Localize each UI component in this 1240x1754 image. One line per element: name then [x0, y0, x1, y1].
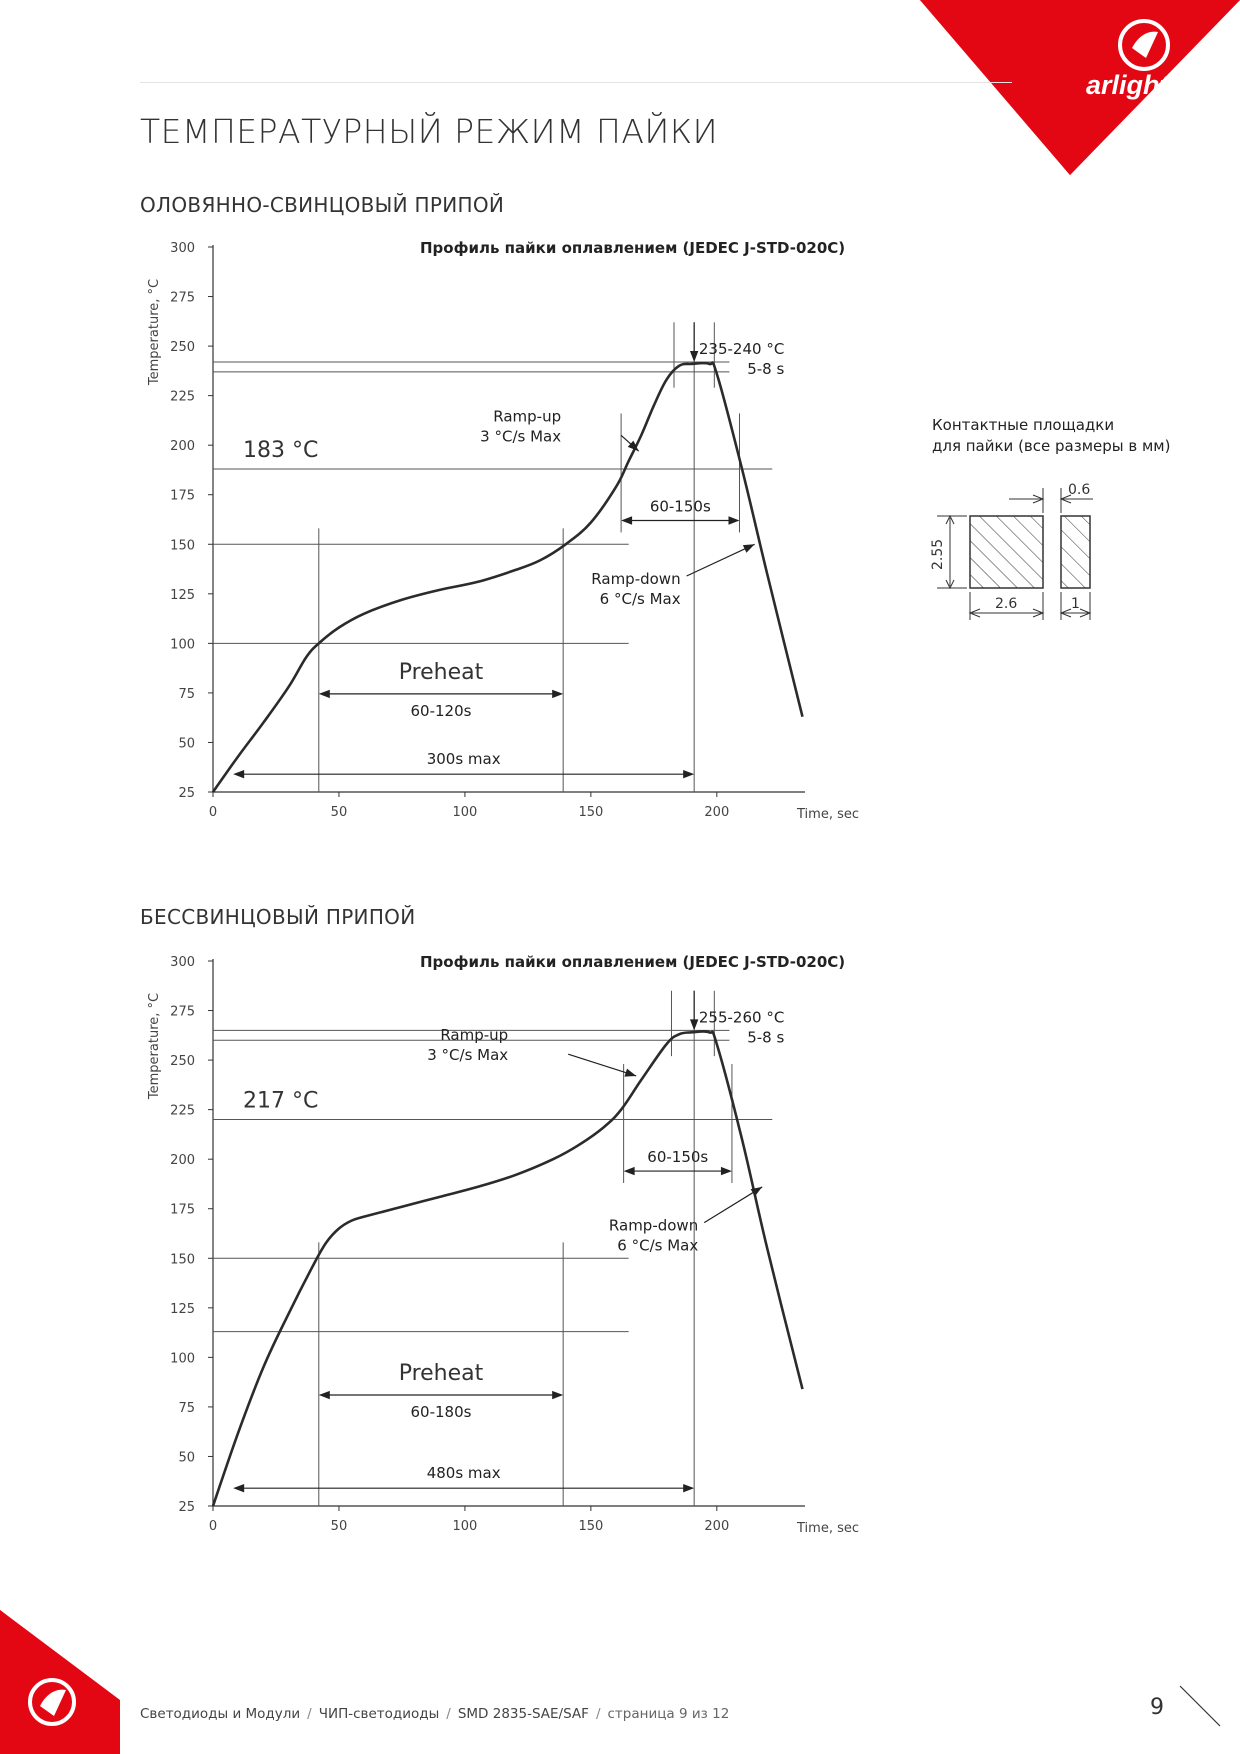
peak-temp-label: 255-260 °C	[698, 1008, 785, 1027]
rampup-rate-label: 3 °C/s Max	[427, 1046, 509, 1065]
reflow-chart-leadfree	[130, 946, 870, 1566]
pads-title-line1: Контактные площадки	[932, 416, 1115, 434]
y-tick-label: 275	[170, 290, 195, 306]
y-tick-label: 100	[170, 637, 195, 653]
x-tick-label: 100	[452, 1519, 478, 1534]
page-info: страница 9 из 12	[607, 1706, 730, 1722]
breadcrumb-separator: /	[595, 1706, 601, 1722]
pads-title-line2: для пайки (все размеры в мм)	[932, 437, 1171, 455]
footer-breadcrumb	[140, 1706, 729, 1722]
section-title-leaded: ОЛОВЯННО-СВИНЦОВЫЙ ПРИПОЙ	[140, 193, 505, 217]
y-tick-label: 125	[170, 1301, 195, 1317]
rampdown-label: Ramp-down	[591, 569, 681, 588]
top-rule	[140, 82, 1012, 83]
peak-arrow-head	[690, 351, 698, 362]
rampup-label: Ramp-up	[440, 1026, 509, 1045]
solder-pads-drawing	[905, 408, 1205, 648]
page-number: 9	[1150, 1695, 1164, 1720]
tal-label: 60-150s	[649, 497, 711, 516]
breadcrumb-item[interactable]: ЧИП-светодиоды	[318, 1706, 440, 1722]
pad-dim-height: 2.55	[930, 538, 946, 570]
y-tick-label: 200	[170, 1153, 195, 1169]
rampdown-rate-label: 6 °C/s Max	[617, 1236, 699, 1255]
x-tick-label: 150	[578, 1519, 604, 1534]
total-time-arrow-head	[233, 1484, 244, 1492]
pad-dim-width-large: 2.6	[995, 596, 1018, 612]
y-tick-label: 100	[170, 1351, 195, 1367]
page-title: ТЕМПЕРАТУРНЫЙ РЕЖИМ ПАЙКИ	[140, 112, 718, 151]
rampdown-arrow	[687, 544, 755, 576]
pad-small	[1061, 516, 1090, 588]
rampdown-arrow-head	[743, 544, 755, 552]
rampdown-rate-label: 6 °C/s Max	[599, 589, 681, 608]
y-tick-label: 250	[170, 340, 195, 356]
pad-dim-width-small: 1	[1071, 596, 1080, 612]
x-tick-label: 0	[208, 805, 218, 820]
x-tick-label: 100	[452, 805, 478, 820]
y-tick-label: 125	[170, 587, 195, 603]
y-tick-label: 225	[170, 389, 195, 405]
y-axis-label: Temperature, °C	[147, 992, 162, 1100]
y-tick-label: 200	[170, 439, 195, 455]
y-tick-label: 25	[178, 1500, 195, 1515]
y-tick-label: 50	[178, 1450, 195, 1466]
x-axis-label: Time, sec	[797, 1521, 859, 1536]
liquidus-label: 183 °C	[243, 437, 319, 463]
x-tick-label: 200	[704, 805, 730, 820]
x-tick-label: 50	[330, 805, 348, 820]
preheat-time-label: 60-180s	[410, 1403, 472, 1422]
peak-time-label: 5-8 s	[747, 360, 785, 379]
y-tick-label: 25	[178, 786, 195, 801]
preheat-time-arrow-head	[552, 690, 563, 698]
preheat-label: Preheat	[398, 659, 484, 685]
breadcrumb-separator: /	[307, 1706, 312, 1722]
breadcrumb-separator: /	[446, 1706, 451, 1722]
chart-title: Профиль пайки оплавлением (JEDEC J-STD-020C)	[420, 239, 846, 257]
x-tick-label: 0	[208, 1519, 218, 1534]
y-tick-label: 250	[170, 1054, 195, 1070]
y-tick-label: 225	[170, 1103, 195, 1119]
peak-temp-label: 235-240 °C	[698, 340, 785, 359]
y-tick-label: 300	[170, 955, 195, 970]
y-tick-label: 75	[178, 1400, 195, 1416]
y-tick-label: 150	[170, 1252, 195, 1268]
pad-dim-gap: 0.6	[1068, 482, 1091, 498]
rampup-rate-label: 3 °C/s Max	[480, 427, 562, 446]
tal-time-arrow-head	[721, 1167, 732, 1175]
chart-title: Профиль пайки оплавлением (JEDEC J-STD-020C)	[420, 953, 846, 971]
x-tick-label: 200	[704, 1519, 730, 1534]
preheat-time-arrow-head	[319, 1391, 330, 1399]
peak-time-label: 5-8 s	[747, 1028, 785, 1047]
preheat-time-arrow-head	[552, 1391, 563, 1399]
tal-time-arrow-head	[624, 1167, 635, 1175]
y-tick-label: 175	[170, 1202, 195, 1218]
x-tick-label: 150	[578, 805, 604, 820]
y-tick-label: 150	[170, 538, 195, 554]
total-time-arrow-head	[683, 1484, 694, 1492]
y-tick-label: 175	[170, 488, 195, 504]
rampup-label: Ramp-up	[493, 407, 562, 426]
preheat-time-arrow-head	[319, 690, 330, 698]
total-time-arrow-head	[683, 770, 694, 778]
tal-time-arrow-head	[621, 516, 632, 524]
total-time-arrow-head	[233, 770, 244, 778]
breadcrumb-item[interactable]: SMD 2835-SAE/SAF	[457, 1706, 589, 1722]
x-tick-label: 50	[330, 1519, 348, 1534]
y-tick-label: 75	[178, 686, 195, 702]
y-tick-label: 50	[178, 736, 195, 752]
rampdown-label: Ramp-down	[608, 1216, 699, 1235]
preheat-time-label: 60-120s	[410, 701, 472, 720]
y-tick-label: 275	[170, 1004, 195, 1020]
pad-large	[970, 516, 1043, 588]
reflow-chart-leaded	[130, 232, 870, 852]
total-time-label: 480s max	[426, 1464, 501, 1483]
x-axis-label: Time, sec	[797, 807, 859, 822]
y-axis-label: Temperature, °C	[147, 278, 162, 386]
rampup-arrow-head	[624, 1069, 636, 1077]
total-time-label: 300s max	[426, 750, 501, 769]
peak-arrow-head	[690, 1019, 698, 1030]
brand-corner-bottom	[0, 1610, 120, 1754]
preheat-label: Preheat	[398, 1361, 484, 1387]
tal-time-arrow-head	[729, 516, 740, 524]
breadcrumb-item[interactable]: Светодиоды и Модули	[140, 1706, 301, 1722]
tal-label: 60-150s	[647, 1148, 709, 1167]
section-title-leadfree: БЕССВИНЦОВЫЙ ПРИПОЙ	[140, 905, 416, 929]
liquidus-label: 217 °C	[243, 1088, 319, 1114]
logo-text: arlight	[1086, 70, 1169, 100]
brand-corner	[920, 0, 1240, 175]
page-slash-decoration	[1178, 1684, 1222, 1728]
y-tick-label: 300	[170, 241, 195, 256]
